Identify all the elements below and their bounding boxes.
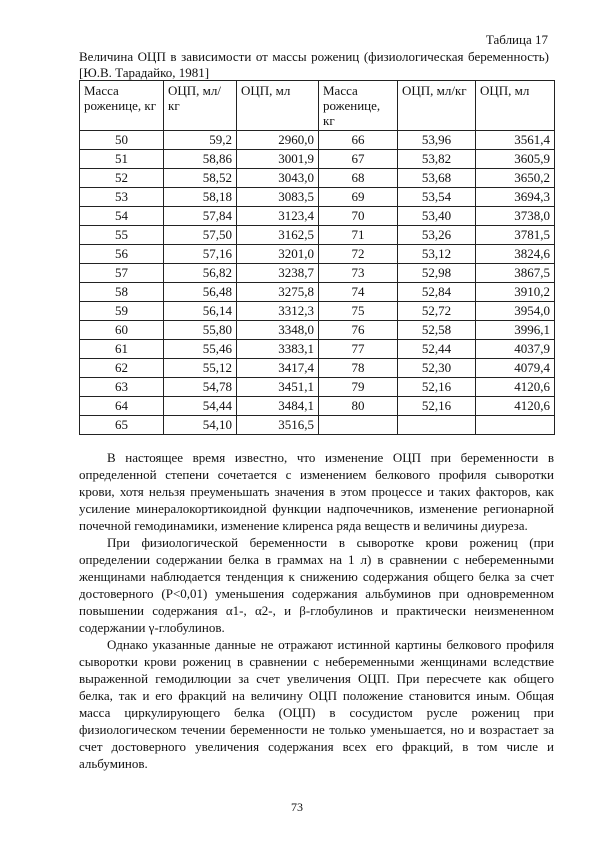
table-cell: 3738,0 — [476, 207, 555, 226]
table-cell: 52,98 — [398, 264, 476, 283]
table-cell: 52 — [80, 169, 164, 188]
table-row — [80, 150, 555, 169]
table-cell: 53 — [80, 188, 164, 207]
table-cell: 51 — [80, 150, 164, 169]
column-header: ОЦП, мл/кг — [398, 81, 476, 131]
column-header: ОЦП, мл — [476, 81, 555, 131]
table-row — [80, 131, 555, 150]
table-cell: 3083,5 — [237, 188, 319, 207]
table-cell: 71 — [319, 226, 398, 245]
column-header: Масса роженице, кг — [80, 81, 164, 131]
table-cell: 56,82 — [164, 264, 237, 283]
table-row — [80, 416, 555, 435]
table-cell: 53,68 — [398, 169, 476, 188]
table-cell: 50 — [80, 131, 164, 150]
table-cell: 3275,8 — [237, 283, 319, 302]
table-cell: 53,12 — [398, 245, 476, 264]
table-cell: 3451,1 — [237, 378, 319, 397]
table-cell: 3867,5 — [476, 264, 555, 283]
table-cell: 3043,0 — [237, 169, 319, 188]
table-cell: 55 — [80, 226, 164, 245]
table-row — [80, 283, 555, 302]
table-cell: 66 — [319, 131, 398, 150]
table-cell: 4037,9 — [476, 340, 555, 359]
column-header: ОЦП, мл — [237, 81, 319, 131]
table-cell: 3781,5 — [476, 226, 555, 245]
table-cell: 65 — [80, 416, 164, 435]
table-cell: 3238,7 — [237, 264, 319, 283]
table-row — [80, 264, 555, 283]
table-cell: 3996,1 — [476, 321, 555, 340]
column-header: ОЦП, мл/кг — [164, 81, 237, 131]
table-cell: 73 — [319, 264, 398, 283]
paragraph: Однако указанные данные не отражают истинной картины белкового профиля сыворотки крови рожениц в сравнении с небеременными женщинами вследствие выраженной гемодилюции за счет увеличения ОЦП. При пересчете как общего белка, так и его фракций на величину ОЦП положение становится иным. Общая масса циркулирующего белка (ОЦП) в сосудистом русле рожениц при физиологическом течении беременности не только уменьшается, но и возрастает за счет достоверного увеличения содержания всех его фракций, в том числе и альбуминов. — [79, 637, 554, 771]
table-cell: 52,58 — [398, 321, 476, 340]
paragraph: При физиологической беременности в сыворотке крови рожениц (при определении содержании белка в граммах на 1 л) в сравнении с небеременными женщинами наблюдается тенденция к снижению содержания общего белка за счет достоверного (P<0,01) уменьшения содержания альбуминов при одновременном повышении содержания α1-, α2-, и β-глобулинов и практически неизмененном содержании γ-глобулинов. — [79, 535, 554, 635]
table-cell: 78 — [319, 359, 398, 378]
table-row — [80, 188, 555, 207]
table-row — [80, 245, 555, 264]
table-cell: 54,10 — [164, 416, 237, 435]
table-cell: 52,16 — [398, 378, 476, 397]
table-cell: 3516,5 — [237, 416, 319, 435]
table-cell: 56,48 — [164, 283, 237, 302]
table-cell: 3954,0 — [476, 302, 555, 321]
table-cell: 53,40 — [398, 207, 476, 226]
table-cell: 52,72 — [398, 302, 476, 321]
table-number-label: Таблица 17 — [485, 32, 548, 47]
table-row — [80, 226, 555, 245]
table-cell: 58,86 — [164, 150, 237, 169]
table-cell: 52,84 — [398, 283, 476, 302]
body-text — [79, 449, 554, 772]
table-cell: 57 — [80, 264, 164, 283]
table-cell: 64 — [80, 397, 164, 416]
table-cell: 3484,1 — [237, 397, 319, 416]
table-caption: Величина ОЦП в зависимости от массы рожениц (физиологическая беременность) [Ю.В. Тарадайко, 1981] — [79, 49, 549, 80]
table-cell: 52,44 — [398, 340, 476, 359]
table-cell: 77 — [319, 340, 398, 359]
table-cell: 59,2 — [164, 131, 237, 150]
table-cell: 3383,1 — [237, 340, 319, 359]
table-cell: 3561,4 — [476, 131, 555, 150]
table-row — [80, 302, 555, 321]
table-cell: 61 — [80, 340, 164, 359]
table-row — [80, 207, 555, 226]
table-cell: 53,54 — [398, 188, 476, 207]
table-cell: 3824,6 — [476, 245, 555, 264]
table-cell: 80 — [319, 397, 398, 416]
table-cell: 3201,0 — [237, 245, 319, 264]
table-row — [80, 340, 555, 359]
table-cell: 62 — [80, 359, 164, 378]
table-cell: 60 — [80, 321, 164, 340]
table-cell: 58,18 — [164, 188, 237, 207]
table-cell: 74 — [319, 283, 398, 302]
table-cell: 56 — [80, 245, 164, 264]
table-cell: 57,84 — [164, 207, 237, 226]
table-cell: 52,16 — [398, 397, 476, 416]
table-cell: 58 — [80, 283, 164, 302]
table-cell: 59 — [80, 302, 164, 321]
column-header: Масса роженице, кг — [319, 81, 398, 131]
table-cell: 53,96 — [398, 131, 476, 150]
table-cell: 52,30 — [398, 359, 476, 378]
table-cell: 58,52 — [164, 169, 237, 188]
table-cell: 4120,6 — [476, 397, 555, 416]
table-cell: 3162,5 — [237, 226, 319, 245]
table-cell: 3417,4 — [237, 359, 319, 378]
table-cell: 3001,9 — [237, 150, 319, 169]
table-cell: 54 — [80, 207, 164, 226]
table-cell: 53,82 — [398, 150, 476, 169]
table-cell: 3312,3 — [237, 302, 319, 321]
table-cell: 75 — [319, 302, 398, 321]
table-cell: 70 — [319, 207, 398, 226]
table-cell: 3605,9 — [476, 150, 555, 169]
table-cell: 2960,0 — [237, 131, 319, 150]
table-cell: 57,50 — [164, 226, 237, 245]
table-cell: 68 — [319, 169, 398, 188]
paragraph: В настоящее время известно, что изменение ОЦП при беременности в определенной степени сочетается с изменением белкового профиля сыворотки крови, хотя нельзя преуменьшать значения в этом процессе и таких факторов, как усиление минералокортикоидной функции надпочечников, изменение регионарной почечной гемодинамики, изменение клиренса ряда веществ и величины диуреза. — [79, 450, 554, 533]
table-row — [80, 359, 555, 378]
table-cell — [476, 416, 555, 435]
table-cell: 55,12 — [164, 359, 237, 378]
table-body — [80, 131, 555, 435]
table-row — [80, 169, 555, 188]
table-cell: 3650,2 — [476, 169, 555, 188]
data-table — [79, 80, 555, 435]
table-row — [80, 321, 555, 340]
table-cell: 4120,6 — [476, 378, 555, 397]
table-cell — [398, 416, 476, 435]
table-cell: 3348,0 — [237, 321, 319, 340]
table-row — [80, 397, 555, 416]
table-cell: 69 — [319, 188, 398, 207]
table-cell: 54,44 — [164, 397, 237, 416]
table-cell: 53,26 — [398, 226, 476, 245]
table-cell: 63 — [80, 378, 164, 397]
table-cell: 55,46 — [164, 340, 237, 359]
table-cell: 76 — [319, 321, 398, 340]
table-cell: 67 — [319, 150, 398, 169]
table-cell: 79 — [319, 378, 398, 397]
table-cell — [319, 416, 398, 435]
table-cell: 3910,2 — [476, 283, 555, 302]
table-header-row — [80, 81, 555, 131]
table-cell: 3123,4 — [237, 207, 319, 226]
table-cell: 56,14 — [164, 302, 237, 321]
table-cell: 3694,3 — [476, 188, 555, 207]
page-number: 73 — [291, 800, 303, 814]
table-cell: 54,78 — [164, 378, 237, 397]
table-cell: 57,16 — [164, 245, 237, 264]
table-row — [80, 378, 555, 397]
table-cell: 72 — [319, 245, 398, 264]
table-cell: 4079,4 — [476, 359, 555, 378]
table-cell: 55,80 — [164, 321, 237, 340]
